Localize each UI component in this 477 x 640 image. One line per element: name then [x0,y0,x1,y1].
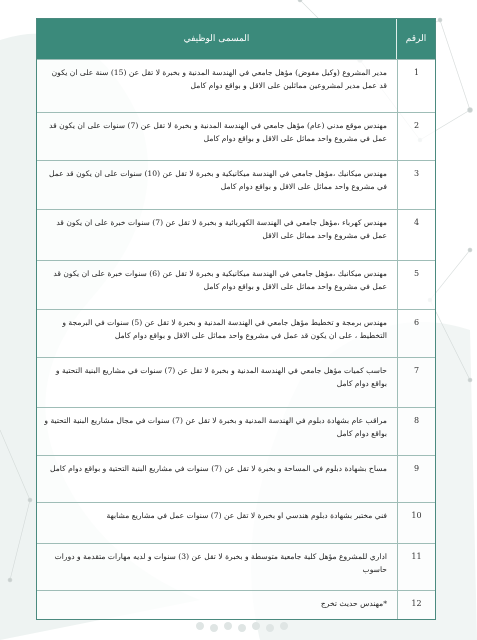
table-row [37,59,435,112]
row-number: 3 [397,161,435,209]
header-job-title: المسمى الوظيفي [183,34,250,44]
row-job-description: حاسب كميات مؤهل جامعي في الهندسة المدنية و بخبرة لا تقل عن (7) سنوات في مشاريع البنية التحتية و بواقع دوام كامل [55,366,387,388]
row-number: 2 [397,113,435,160]
row-number: 1 [397,60,435,112]
row-job-description: فني مختبر بشهادة دبلوم هندسي او بخبرة لا تقل عن (7) سنوات عمل في مشاريع مشابهة [106,511,387,520]
row-number: 12 [397,591,435,619]
table-row [37,543,435,590]
row-number: 4 [397,210,435,260]
row-job-description: مهندس برمجة و تخطيط مؤهل جامعي في الهندسة المدنية و بخبرة لا تقل عن (5) سنوات في البرمجة و التخطيط ، على ان يكون قد عمل في مشروع واحد مماثل على الاقل و بواقع دوام كامل [62,318,387,340]
table-row [37,112,435,160]
row-job-description: مهندس ميكانيك ،مؤهل جامعي في الهندسة ميكانيكية و بخبرة لا تقل عن (6) سنوات خبرة على ان يكون قد عمل في مشروع واحد مماثل على الاقل و بواقع دوام كامل [53,269,387,291]
table-row [37,209,435,260]
row-number: 11 [397,544,435,590]
row-job-description: مساح بشهادة دبلوم في المساحة و بخبرة لا تقل عن (7) سنوات في مشاريع البنية التحتية و بواقع دوام كامل [49,464,387,473]
table-row [37,502,435,543]
table-row [37,260,435,309]
table-row [37,357,435,407]
header-number: الرقم [396,19,435,59]
row-job-description: مهندس كهرباء ،مؤهل جامعي في الهندسة الكهربائية و بخبرة لا تقل عن (7) سنوات خبرة على ان يكون قد عمل في مشروع واحد مماثل على الاقل [56,218,387,240]
job-titles-table [36,18,436,620]
table-row [37,590,435,619]
table-row [37,407,435,455]
row-number: 7 [397,358,435,407]
table-row [37,309,435,357]
row-job-description: *مهندس حديث تخرج [320,599,387,608]
row-job-description: مهندس موقع مدني (عام) مؤهل جامعي في الهندسة المدنية و بخبرة لا تقل عن (7) سنوات على ان يكون قد عمل في مشروع واحد مماثل على الاقل و بواقع دوام كامل [49,121,387,143]
row-number: 8 [397,408,435,455]
row-job-description: مدير المشروع (وكيل مفوض) مؤهل جامعي في الهندسة المدنية و بخبرة لا تقل عن (15) سنة على ان يكون قد عمل مدير لمشروعين مماثلين على الاقل و بواقع دوام كامل [51,68,387,90]
row-job-description: مراقب عام بشهادة دبلوم في الهندسة المدنية و بخبرة لا تقل عن (7) سنوات في مجال مشاريع البنية التحتية و بواقع دوام كامل [44,416,387,438]
row-number: 9 [397,456,435,502]
table-row [37,455,435,502]
row-number: 5 [397,261,435,309]
row-number: 10 [397,503,435,543]
row-job-description: اداري للمشروع مؤهل كلية جامعية متوسطة و بخبرة لا تقل عن (3) سنوات و لديه مهارات متقدمة و دورات حاسوب [54,552,387,574]
table-header [37,19,435,59]
table-row [37,160,435,209]
row-job-description: مهندس ميكانيك ،مؤهل جامعي في الهندسة ميكانيكية و بخبرة لا تقل عن (10) سنوات على ان يكون قد عمل في مشروع واحد مماثل على الاقل و بواقع دوام كامل [48,169,387,191]
row-number: 6 [397,310,435,357]
